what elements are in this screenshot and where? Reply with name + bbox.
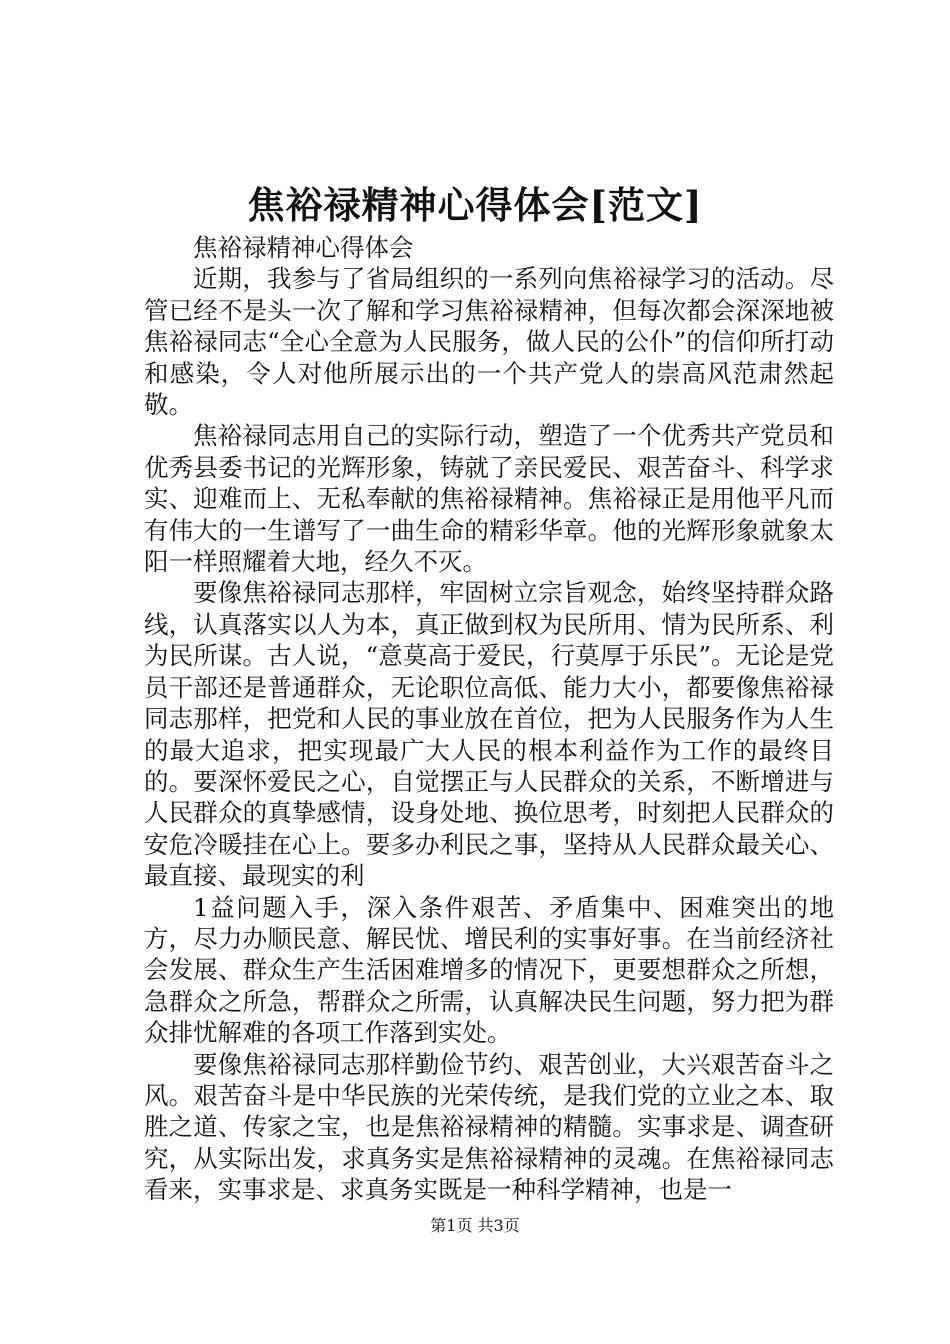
paragraph: 要像焦裕禄同志那样，牢固树立宗旨观念，始终坚持群众路线，认真落实以人为本，真正做到权为民所用、情为民所系、利为民所谋。古人说，“意莫高于爱民，行莫厚于乐民”。无论是党员干部还是普通群众，无论职位高低、能力大小，都要像焦裕禄同志那样，把党和人民的事业放在首位，把为人民服务作为人生的最大追求，把实现最广大人民的根本利益作为工作的最终目的。要深怀爱民之心，自觉摆正与人民群众的关系，不断增进与人民群众的真挚感情，设身处地、换位思考，时刻把人民群众的安危冷暖挂在心上。要多办利民之事，坚持从人民群众最关心、最直接、最现实的利	[144, 578, 834, 891]
paragraph: 近期，我参与了省局组织的一系列向焦裕禄学习的活动。尽管已经不是头一次了解和学习焦裕禄精神，但每次都会深深地被焦裕禄同志“全心全意为人民服务，做人民的公仆”的信仰所打动和感染，令人对他所展示出的一个共产党人的崇高风范肃然起敬。	[144, 264, 834, 420]
document-title: 焦裕禄精神心得体会[范文]	[247, 183, 703, 227]
paragraph: 焦裕禄同志用自己的实际行动，塑造了一个优秀共产党员和优秀县委书记的光辉形象，铸就了亲民爱民、艰苦奋斗、科学求实、迎难而上、无私奉献的焦裕禄精神。焦裕禄正是用他平凡而有伟大的一生谱写了一曲生命的精彩华章。他的光辉形象就象太阳一样照耀着大地，经久不灭。	[144, 421, 834, 577]
paragraph: 要像焦裕禄同志那样勤俭节约、艰苦创业，大兴艰苦奋斗之风。艰苦奋斗是中华民族的光荣传统，是我们党的立业之本、取胜之道、传家之宝，也是焦裕禄精神的精髓。实事求是、调查研究，从实际出发，求真务实是焦裕禄精神的灵魂。在焦裕禄同志看来，实事求是、求真务实既是一种科学精神，也是一	[144, 1049, 834, 1205]
page-number-footer: 第1页 共3页	[430, 1216, 520, 1235]
document-subtitle: 焦裕禄精神心得体会	[193, 233, 414, 262]
paragraph: 1益问题入手，深入条件艰苦、矛盾集中、困难突出的地方，尽力办顺民意、解民忧、增民利的实事好事。在当前经济社会发展、群众生产生活困难增多的情况下，更要想群众之所想，急群众之所急，帮群众之所需，认真解决民生问题，努力把为群众排忧解难的各项工作落到实处。	[144, 892, 834, 1048]
document-body	[144, 232, 834, 1206]
